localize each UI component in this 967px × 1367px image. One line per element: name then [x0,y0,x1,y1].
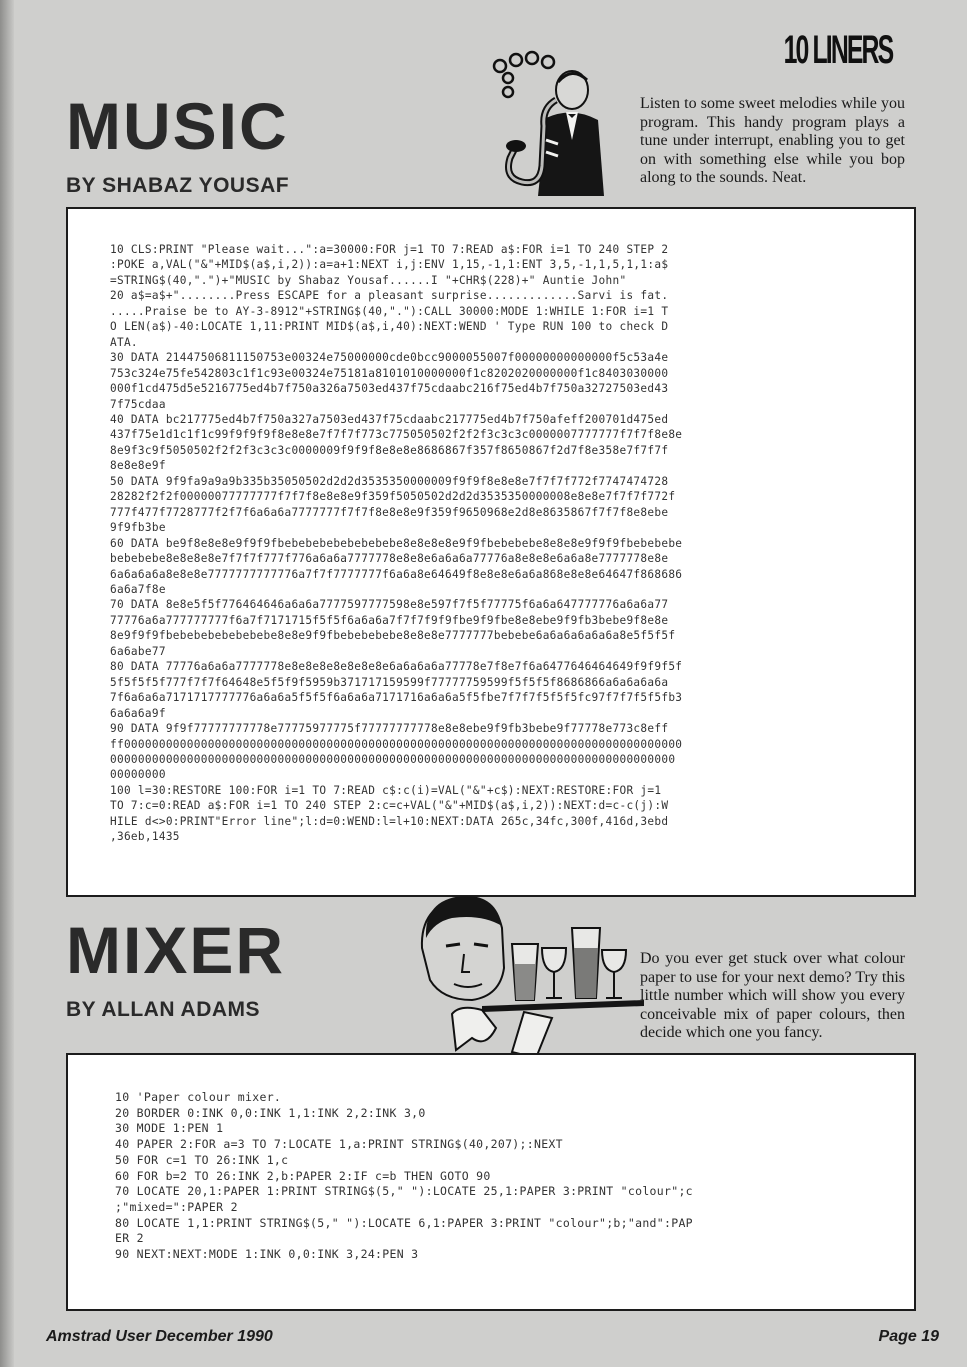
footer-page-number: Page 19 [878,1328,939,1345]
code-line: 60 FOR b=2 TO 26:INK 2,b:PAPER 2:IF c=b THEN GOTO 90 [115,1168,491,1183]
code-line: 40 PAPER 2:FOR a=3 TO 7:LOCATE 1,a:PRINT STRING$(40,207);:NEXT [115,1137,563,1152]
code-line: 28282f2f2f00000077777777f7f7f8e8e8e9f359f5050502d2d2d3535350000008e8e8e7f7f7f772f [110,490,676,504]
mixer-blurb: Do you ever get stuck over what colour paper to use for your next demo? Try this little number which will show you every conceivable mix of paper colours, then decide which one you fancy. [640,950,905,1041]
code-line: 80 DATA 77776a6a6a7777778e8e8e8e8e8e8e8e6a6a6a6a77778e7f8e7f6a6477646464649f9f9f5f [110,660,683,674]
code-line: 000000000000000000000000000000000000000000000000000000000000000000000000000000000 [110,752,676,766]
mixer-byline: BY ALLAN ADAMS [66,998,261,1021]
saxophone-player-illustration [486,48,606,196]
code-line: 90 NEXT:NEXT:MODE 1:INK 0,0:INK 3,24:PEN 3 [115,1247,419,1262]
music-program-listing [66,207,916,897]
code-line: 6a6abe77 [110,644,166,658]
mixer-program-listing [66,1053,916,1311]
page-spine [0,0,14,1367]
music-blurb: Listen to some sweet melodies while you program. This handy program plays a tune under interrupt, enabling you to get on with something else while you bop along to the sounds. Neat. [640,95,905,186]
code-line: 20 a$=a$+"........Press ESCAPE for a pleasant surprise.............Sarvi is fat. [110,289,669,303]
code-line: 8e9f9f9fbebebebebebebebe8e8e9f9fbebebebebe8e8e8e7777777bebebe6a6a6a6a6a6a8e5f5f5f [110,629,676,643]
waiter-with-drinks-tray-illustration [412,888,647,1063]
code-line: 10 CLS:PRINT "Please wait...":a=30000:FOR j=1 TO 7:READ a$:FOR i=1 TO 240 STEP 2 [110,243,669,256]
code-line: 70 LOCATE 20,1:PAPER 1:PRINT STRING$(5," "):LOCATE 25,1:PAPER 3:PRINT "colour";c [115,1184,693,1199]
code-line: 80 LOCATE 1,1:PRINT STRING$(5," "):LOCATE 6,1:PAPER 3:PRINT "colour";b;"and":PAP [115,1215,693,1230]
code-line: 20 BORDER 0:INK 0,0:INK 1,1:INK 2,2:INK 3,0 [115,1105,426,1120]
code-line: 50 DATA 9f9fa9a9a9b335b35050502d2d2d3535350000009f9f9f8e8e8e7f7f7f772f7747474728 [110,474,669,488]
code-line: bebebebe8e8e8e8e7f7f7f777f776a6a6a7777778e8e8e6a6a6a77776a8e8e8e6a6a8e7777778e8e [110,552,669,566]
code-line: ,36eb,1435 [110,830,180,844]
code-line: 9f9fb3be [110,521,166,535]
mixer-title: MIXER [66,913,286,987]
code-line: TO 7:c=0:READ a$:FOR i=1 TO 240 STEP 2:c=c+VAL("&"+MID$(a$,i,2)):NEXT:d=c-c(j):W [110,799,669,813]
code-line: 7f75cdaa [110,397,166,411]
code-line: ATA. [110,335,138,349]
code-line: 6a6a7f8e [110,582,166,596]
code-line: 90 DATA 9f9f77777777778e77775977775f77777777778e8e8ebe9f9fb3bebe9f77778e773c8eff [110,722,669,736]
footer-publication: Amstrad User December 1990 [46,1328,273,1345]
code-line: 6a6a6a6a8e8e8e7777777777776a7f7f7777777f6a6a8e64649f8e8e8e6a6a868e8e8e64647f868686 [110,567,683,581]
code-line: 777f477f7728777f2f7f6a6a6a7777777f7f7f8e8e8e9f359f9650968e2d8e8635867f7f7f8e8ebe [110,505,669,519]
code-line: 60 DATA be9f8e8e8e9f9f9fbebebebebebebebebe8e8e8e8e9f9fbebebebe8e8e8e9f9f9fbebebebe [110,536,683,550]
code-line: 7f6a6a6a7171717777776a6a6a5f5f5f6a6a6a7171716a6a6a5f5fbe7f7f7f5f5f5fc97f7f7f5f5fb3 [110,691,683,705]
code-line: 70 DATA 8e8e5f5f776464646a6a6a7777597777598e8e597f7f5f77775f6a6a647777776a6a6a77 [110,598,669,612]
code-line: 437f75e1d1c1f1c99f9f9f9f8e8e8e7f7f7f773c775050502f2f2f3c3c3c0000007777777f7f7f8e8e [110,428,683,442]
music-title: MUSIC [66,89,289,163]
code-line: 100 l=30:RESTORE 100:FOR i=1 TO 7:READ c$:c(i)=VAL("&"+c$):NEXT:RESTORE:FOR j=1 [110,783,662,797]
code-line: 30 MODE 1:PEN 1 [115,1121,224,1136]
code-line: 50 FOR c=1 TO 26:INK 1,c [115,1152,289,1167]
code-line: :POKE a,VAL("&"+MID$(a$,i,2)):a=a+1:NEXT i,j:ENV 1,15,-1,1:ENT 3,5,-1,1,5,1,1:a$ [110,258,669,272]
code-line: 000f1cd475d5e5216775ed4b7f750a326a7503ed437f75cdaabc216f75ed4b7f750a32727503ed43 [110,382,669,396]
code-line: 00000000 [110,768,166,782]
code-line: 8e8e8e9f [110,459,166,473]
code-line: ER 2 [115,1231,144,1246]
code-line: 10 'Paper colour mixer. [115,1090,282,1104]
code-line: ;"mixed=":PAPER 2 [115,1199,238,1214]
code-line: 8e9f3c9f5050502f2f2f3c3c3c0000009f9f9f8e8e8e8686867f357f8650867f2d7f8e358e7f7f7f [110,443,669,457]
code-line: HILE d<>0:PRINT"Error line";l:d=0:WEND:l=l+10:NEXT:DATA 265c,34fc,300f,416d,3ebd [110,814,669,828]
code-line: 77776a6a777777777f6a7f7171715f5f5f6a6a6a7f7f7f9f9fbe9f9fbe8e8ebe9f9fb3bebe9f8e8e [110,613,669,627]
code-line: ff00000000000000000000000000000000000000000000000000000000000000000000000000000000 [110,737,683,751]
section-tag: 10 LINERS [783,28,892,72]
code-line: 30 DATA 21447506811150753e00324e75000000cde0bcc9000055007f00000000000000f5c53a4e [110,351,669,365]
code-line: =STRING$(40,".")+"MUSIC by Shabaz Yousaf......I "+CHR$(228)+" Auntie John" [110,273,627,287]
code-line: 6a6a6a9f [110,706,166,720]
music-byline: BY SHABAZ YOUSAF [66,174,290,197]
code-line: 5f5f5f5f777f7f7f64648e5f5f9f5959b371717159599f77777759599f5f5f5f8686866a6a6a6a6a [110,675,669,689]
code-line: .....Praise be to AY-3-8912"+STRING$(40,"."):CALL 30000:MODE 1:WHILE 1:FOR i=1 T [110,304,669,318]
code-line: 40 DATA bc217775ed4b7f750a327a7503ed437f75cdaabc217775ed4b7f750afeff200701d475ed [110,412,669,426]
code-line: O LEN(a$)-40:LOCATE 1,11:PRINT MID$(a$,i,40):NEXT:WEND ' Type RUN 100 to check D [110,320,669,334]
code-line: 753c324e75fe542803c1f1c93e00324e75181a8101010000000f1c8202020000000f1c8403030000 [110,366,669,380]
